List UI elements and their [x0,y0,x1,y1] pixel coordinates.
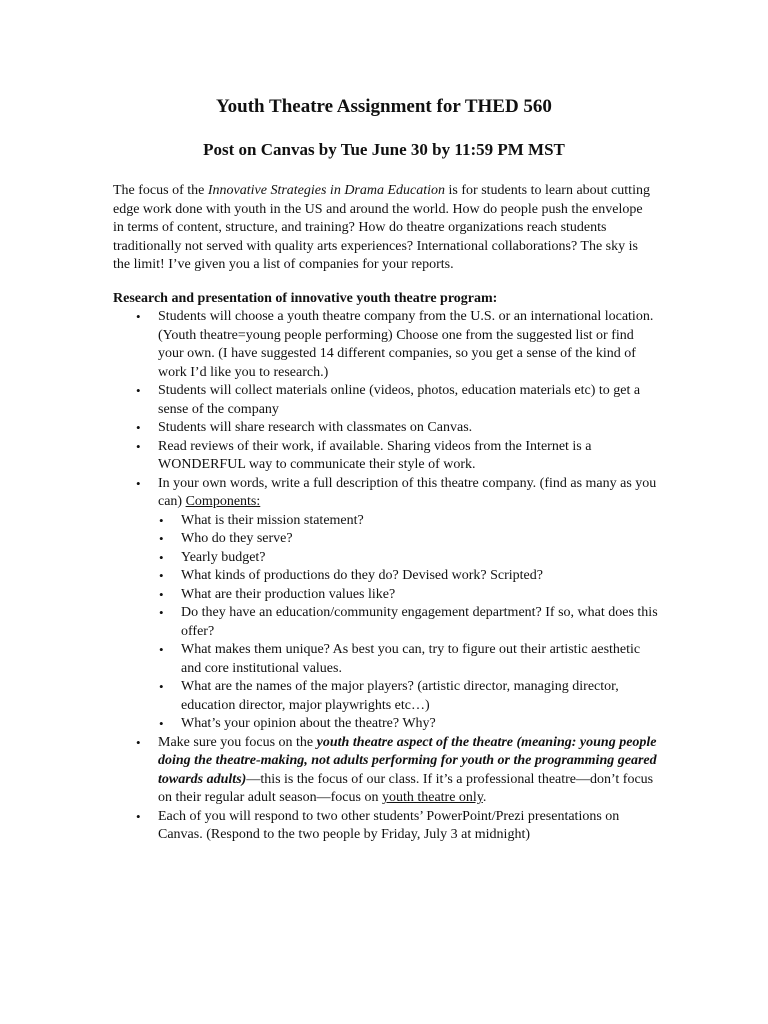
list-item: • Each of you will respond to two other students’ PowerPoint/Prezi presentations on Canvas. (Respond to the two people by Friday, July 3 at midnight) [113,808,658,845]
sublist-item: • What’s your opinion about the theatre? Why? [158,715,658,734]
intro-paragraph [113,182,653,275]
sublist-item: • What are their production values like? [158,586,658,605]
components-sublist [158,512,658,734]
focus-text-end: . [482,790,487,805]
document-title: Youth Theatre Assignment for THED 560 [216,96,552,117]
intro-text-rest: is for students to learn about cutting edge work done with youth in the US and around the world. How do people push the envelope in terms of content, structure, and training? How do theatre organizations reach students traditionally not served with quality arts experiences? International collaborations? The sky is the limit! I’ve given you a list of companies for your reports. [113,183,650,272]
sublist-item: • What makes them unique? As best you can, try to figure out their artistic aesthetic and core institutional values. [158,641,658,678]
focus-emphasis: youth theatre aspect of the theatre (meaning: young people doing the theatre-making, not adults performing for youth or the programming geared towards adults) [158,734,657,787]
sublist-item: • Who do they serve? [158,530,658,549]
sublist-item: • What are the names of the major players? (artistic director, managing director, education director, major playwrights etc…) [158,678,658,715]
youth-theatre-only: youth theatre only [381,790,483,805]
sublist-item: • Yearly budget? [158,549,658,568]
sublist-item: • Do they have an education/community engagement department? If so, what does this offer? [158,604,658,641]
sublist-item: • What kinds of productions do they do? Devised work? Scripted? [158,567,658,586]
components-text: In your own words, write a full description of this theatre company. (find as many as you can) [158,475,657,509]
components-label: Components: [185,494,261,509]
deadline-subtitle: Post on Canvas by Tue June 30 by 11:59 PM MST [203,140,565,159]
intro-text-start: The focus of the [113,183,208,198]
list-item: • Read reviews of their work, if available. Sharing videos from the Internet is a WONDERFUL way to communicate their style of work. [113,438,658,475]
section-heading: Research and presentation of innovative youth theatre program: [113,291,498,306]
focus-text-middle: —this is the focus of our class. If it’s a professional theatre—don’t focus on their regular adult season—focus on [158,771,654,805]
course-name: Innovative Strategies in Drama Education [207,183,446,198]
list-item: • Students will collect materials online (videos, photos, education materials etc) to get a sense of the company [113,382,658,419]
list-item: • Students will choose a youth theatre company from the U.S. or an international location. (Youth theatre=young people performing) Choose one from the suggested list or find your own. (I have suggested 14 different companies, so you get a sense of the kind of work I’d like you to research.) [113,308,658,382]
focus-list-item [113,734,658,808]
focus-text-start: Make sure you focus on the [158,734,317,750]
requirements-list [113,308,658,845]
list-item: • Students will share research with classmates on Canvas. [113,419,658,438]
components-list-item [113,475,658,734]
sublist-item: • What is their mission statement? [158,512,658,531]
